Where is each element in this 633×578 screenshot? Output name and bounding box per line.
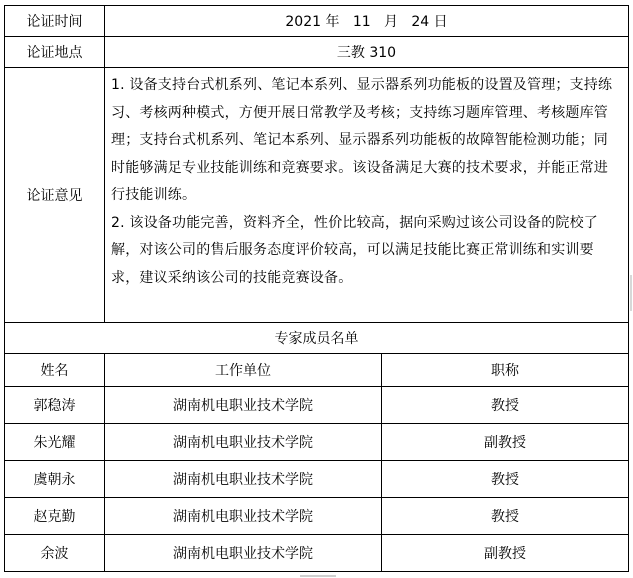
review-place-value: 三教 310	[105, 37, 629, 68]
review-time-label: 论证时间	[5, 6, 105, 37]
opinion-paragraph-2: 2. 该设备功能完善，资料齐全，性价比较高，据向采购过该公司设备的院校了解，对该公司的售后服务态度评价较高，可以满足技能比赛正常训练和实训要求，建议采纳该公司的技能竞赛设备。	[111, 214, 599, 286]
row-review-place	[5, 37, 629, 68]
member-title: 教授	[382, 387, 629, 424]
member-name: 赵克勤	[5, 498, 105, 535]
member-name: 余波	[5, 535, 105, 572]
expert-table-header	[5, 354, 629, 387]
review-table	[4, 5, 629, 572]
table-row	[5, 387, 629, 424]
review-time-value: 2021 年 11 月 24 日	[105, 6, 629, 37]
member-title: 教授	[382, 461, 629, 498]
member-unit: 湖南机电职业技术学院	[105, 535, 382, 572]
column-header-unit: 工作单位	[105, 354, 382, 387]
review-opinion-text	[105, 68, 629, 323]
column-header-title: 职称	[382, 354, 629, 387]
member-title: 教授	[382, 498, 629, 535]
horizontal-scroll-indicator[interactable]	[300, 575, 336, 577]
member-unit: 湖南机电职业技术学院	[105, 461, 382, 498]
table-row	[5, 535, 629, 572]
expert-list-title: 专家成员名单	[5, 323, 629, 354]
column-header-name: 姓名	[5, 354, 105, 387]
table-row	[5, 424, 629, 461]
row-review-opinion	[5, 68, 629, 323]
opinion-paragraph-1: 1. 设备支持台式机系列、笔记本系列、显示器系列功能板的设置及管理；支持练习、考核两种模式，方便开展日常教学及考核；支持练习题库管理、考核题库管理；支持台式机系列、笔记本系列、显示器系列功能板的故障智能检测功能；同时能够满足专业技能训练和竞赛要求。该设备满足大赛的技术要求，并能正常进行技能训练。	[111, 77, 613, 203]
member-unit: 湖南机电职业技术学院	[105, 387, 382, 424]
member-name: 朱光耀	[5, 424, 105, 461]
member-unit: 湖南机电职业技术学院	[105, 424, 382, 461]
member-title: 副教授	[382, 535, 629, 572]
row-expert-list-title	[5, 323, 629, 354]
table-row	[5, 461, 629, 498]
scrollbar-thumb[interactable]	[630, 275, 632, 311]
table-row	[5, 498, 629, 535]
document-table-frame	[4, 5, 628, 570]
member-name: 虞朝永	[5, 461, 105, 498]
review-place-label: 论证地点	[5, 37, 105, 68]
member-name: 郭稳涛	[5, 387, 105, 424]
row-review-time	[5, 6, 629, 37]
member-title: 副教授	[382, 424, 629, 461]
review-opinion-label: 论证意见	[5, 68, 105, 323]
member-unit: 湖南机电职业技术学院	[105, 498, 382, 535]
